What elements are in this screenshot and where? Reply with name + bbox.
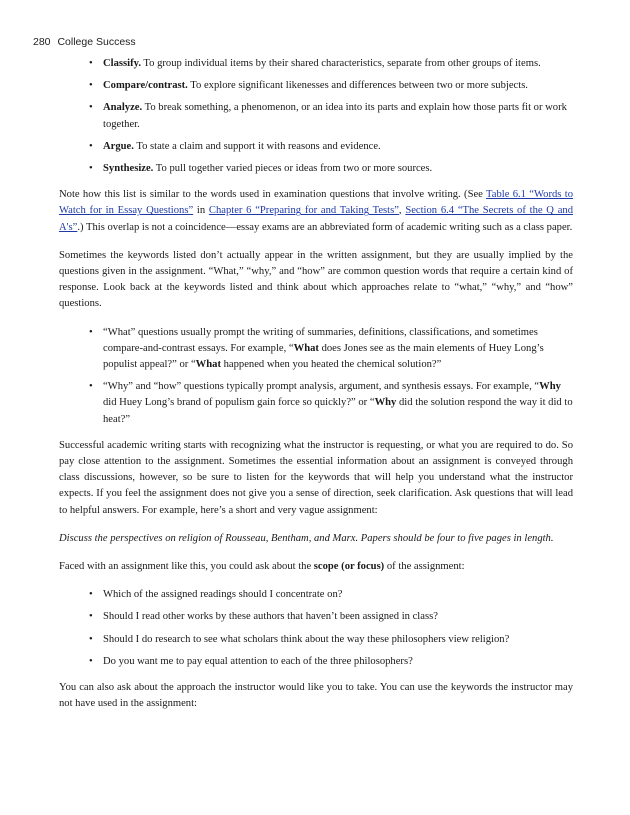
list-item: • “Why” and “how” questions typically prompt analysis, argument, and synthesis essays. For example, “Why did Huey Long’s brand of populism gain force so quickly?” or “Why did the solution respond the way it did to heat?” bbox=[59, 379, 573, 428]
page-header bbox=[33, 36, 136, 48]
keyword-list bbox=[59, 56, 573, 177]
link-section-6-4[interactable]: Section 6.4 “The Secrets of the Q and A's” bbox=[59, 205, 573, 233]
page-content bbox=[59, 56, 573, 725]
page-number: 280 bbox=[33, 36, 51, 48]
paragraph-academic-writing: Successful academic writing starts with recognizing what the instructor is requesting, or what you are required to do. So pay close attention to the assignment. Sometimes the essential information about an assignment is conveyed through class discussions, however, so be sure to listen for the keywords that will help you understand what the instructor expects. If you feel the assignment does not give you a sense of direction, seek clarification. Ask questions that will lead to helpful answers. For example, here’s a short and very vague assignment: bbox=[59, 439, 573, 516]
list-item: • Analyze. To break something, a phenomenon, or an idea into its parts and explain how those parts fit or work together. bbox=[59, 100, 573, 132]
list-item: • Argue. To state a claim and support it with reasons and evidence. bbox=[59, 139, 573, 155]
sample-assignment: Discuss the perspectives on religion of Rousseau, Bentham, and Marx. Papers should be four to five pages in length. bbox=[59, 532, 554, 544]
list-item: • Synthesize. To pull together varied pieces or ideas from two or more sources. bbox=[59, 161, 573, 177]
list-item: • Should I read other works by these authors that haven’t been assigned in class? bbox=[59, 609, 573, 625]
question-type-list bbox=[59, 325, 573, 428]
list-item: • “What” questions usually prompt the writing of summaries, definitions, classifications, and sometimes compare-and-contrast essays. For example, “What does Jones see as the main elements of Huey Long’s populist appeal?” or “What happened when you heated the chemical solution?” bbox=[59, 325, 573, 374]
paragraph-scope: Faced with an assignment like this, you could ask about the scope (or focus) of the assignment: bbox=[59, 561, 465, 573]
list-item: • Should I do research to see what scholars think about the way these philosophers view religion? bbox=[59, 632, 573, 648]
book-title: College Success bbox=[57, 36, 136, 48]
paragraph-overlap: Note how this list is similar to the words used in examination questions that involve writing. (See Table 6.1 “Words to Watch for in Essay Questions” in Chapter 6 “Preparing for and Taking Tests”, Section 6.4 “The Secrets of the Q and A's”.) This overlap is not a coincidence—essay exams are an abbreviated form of academic writing such as a class paper. bbox=[59, 189, 573, 233]
list-item: • Compare/contrast. To explore significant likenesses and differences between two or more subjects. bbox=[59, 78, 573, 94]
scope-questions-list bbox=[59, 587, 573, 670]
link-chapter-6[interactable]: Chapter 6 “Preparing for and Taking Tests” bbox=[208, 205, 399, 217]
list-item: • Which of the assigned readings should I concentrate on? bbox=[59, 587, 573, 603]
list-item: • Classify. To group individual items by their shared characteristics, separate from other groups of items. bbox=[59, 56, 573, 72]
list-item: • Do you want me to pay equal attention to each of the three philosophers? bbox=[59, 654, 573, 670]
link-table-6-1[interactable]: Table 6.1 “Words to Watch for in Essay Questions” bbox=[59, 189, 573, 217]
paragraph-approach: You can also ask about the approach the instructor would like you to take. You can use the keywords the instructor may not have used in the assignment: bbox=[59, 682, 573, 710]
paragraph-keywords: Sometimes the keywords listed don’t actually appear in the written assignment, but they are usually implied by the questions given in the assignment. “What,” “why,” and “how” are common question words that require a certain kind of response. Look back at the keywords listed and think about which approaches relate to “what,” “why,” and “how” questions. bbox=[59, 249, 573, 310]
